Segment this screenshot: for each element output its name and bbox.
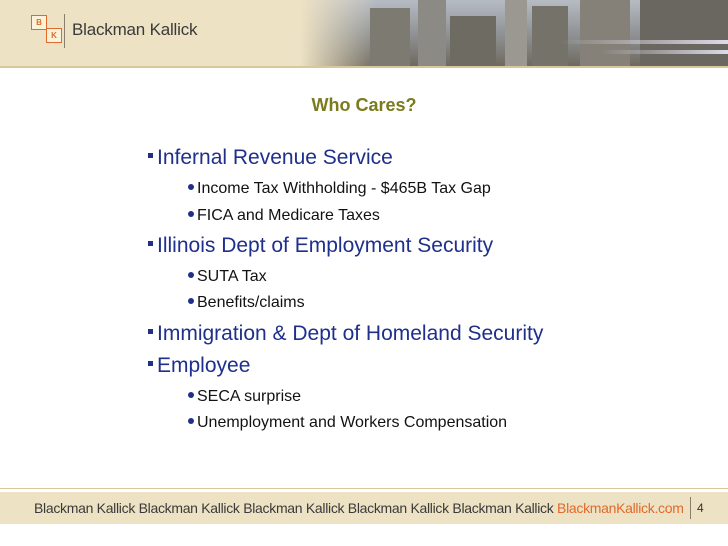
sub-bullet-text: SUTA Tax [197, 268, 267, 285]
footer-url-link[interactable]: BlackmanKallick.com [557, 500, 684, 516]
footer-repeated-brand: Blackman Kallick Blackman Kallick Blackman Kallick Blackman Kallick Blackman Kallick [34, 500, 558, 516]
footer-divider [0, 488, 728, 489]
sub-bullet-item [188, 268, 267, 286]
round-bullet-icon [188, 392, 194, 398]
round-bullet-icon [188, 184, 194, 190]
square-bullet-icon [148, 361, 153, 366]
bullet-item [148, 354, 250, 378]
footer-separator [690, 497, 691, 519]
round-bullet-icon [188, 211, 194, 217]
sub-bullet-item [188, 180, 491, 198]
sub-bullet-text: Benefits/claims [197, 294, 305, 311]
bullet-text: Employee [157, 354, 251, 377]
page-number: 4 [697, 501, 704, 515]
sub-bullet-item [188, 294, 305, 312]
footer-band [0, 492, 728, 524]
round-bullet-icon [188, 418, 194, 424]
round-bullet-icon [188, 298, 194, 304]
sub-bullet-text: Unemployment and Workers Compensation [197, 414, 508, 431]
sub-bullet-item [188, 207, 380, 225]
bullet-item [148, 146, 393, 170]
sub-bullet-item [188, 388, 301, 406]
logo-divider [64, 14, 65, 48]
header-band [0, 0, 728, 66]
logo-letter-k: K [46, 28, 62, 43]
company-logo [31, 15, 62, 46]
bullet-text: Illinois Dept of Employment Security [157, 234, 494, 257]
logo-letter-b: B [31, 15, 47, 30]
bullet-item [148, 322, 543, 346]
bullet-text: Infernal Revenue Service [157, 146, 393, 169]
square-bullet-icon [148, 329, 153, 334]
sub-bullet-text: SECA surprise [197, 388, 302, 405]
sub-bullet-text: FICA and Medicare Taxes [197, 207, 380, 224]
sub-bullet-text: Income Tax Withholding - $465B Tax Gap [197, 180, 491, 197]
square-bullet-icon [148, 153, 153, 158]
sub-bullet-item [188, 414, 507, 432]
bullet-item [148, 234, 493, 258]
square-bullet-icon [148, 241, 153, 246]
round-bullet-icon [188, 272, 194, 278]
slide-title: Who Cares? [311, 95, 417, 115]
header-divider [0, 66, 728, 68]
city-street-photo [300, 0, 728, 66]
bullet-text: Immigration & Dept of Homeland Security [157, 322, 544, 345]
brand-name: Blackman Kallick [72, 20, 198, 39]
footer-brand-strip [34, 500, 684, 516]
